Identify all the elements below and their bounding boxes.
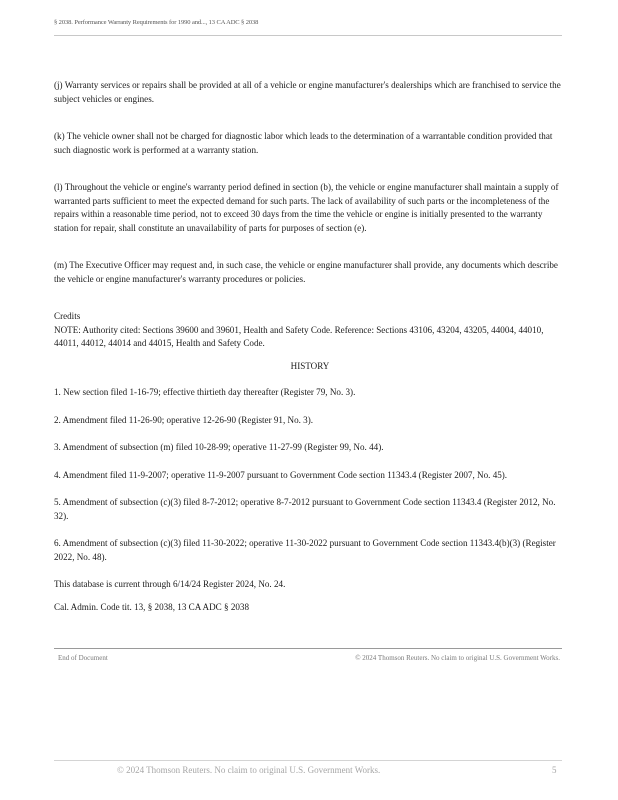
history-item: 6. Amendment of subsection (c)(3) filed 11-30-2022; operative 11-30-2022 pursuant to Government Code section 11343.4(b)(3) (Register 2022, No. 48). [54,538,556,562]
end-of-document-label: End of Document [58,654,108,662]
paragraph-m: (m) The Executive Officer may request and, in such case, the vehicle or engine manufacturer shall provide, any documents which describe the vehicle or engine manufacturer's warranty procedures or policies. [54,260,558,284]
page-number: 5 [552,765,557,775]
history-item: 4. Amendment filed 11-9-2007; operative 11-9-2007 pursuant to Government Code section 11343.4 (Register 2007, No. 45). [54,469,508,480]
header-divider [54,35,562,36]
end-of-document-copyright: © 2024 Thomson Reuters. No claim to original U.S. Government Works. [355,654,560,662]
footer-copyright: © 2024 Thomson Reuters. No claim to original U.S. Government Works. [117,765,381,775]
credits-label: Credits [54,311,81,321]
citation: Cal. Admin. Code tit. 13, § 2038, 13 CA ADC § 2038 [54,601,250,612]
footer-divider [54,760,562,761]
history-item: 1. New section filed 1-16-79; effective thirtieth day thereafter (Register 79, No. 3). [54,387,356,397]
credits-note: NOTE: Authority cited: Sections 39600 and 39601, Health and Safety Code. Reference: Sections 43106, 43204, 43205, 44004, 44010, 44011, 44012, 44014 and 44015, Health and Safety Code. [54,324,544,348]
running-head: § 2038. Performance Warranty Requirements for 1990 and..., 13 CA ADC § 2038 [54,19,259,26]
paragraph-l: (l) Throughout the vehicle or engine's warranty period defined in section (b), the vehicle or engine manufacturer shall maintain a supply of warranted parts sufficient to meet the expected demand for such parts. The lack of availability of such parts or the incompleteness of the repairs within a reasonable time period, not to exceed 30 days from the time the vehicle or engine is initially presented to the warranty station for repair, shall constitute an unavailability of parts for purposes of section (e). [54,182,559,233]
history-item: 2. Amendment filed 11-26-90; operative 12-26-90 (Register 91, No. 3). [54,414,314,425]
paragraph-k: (k) The vehicle owner shall not be charged for diagnostic labor which leads to the determination of a warrantable condition provided that such diagnostic work is performed at a warranty station. [54,131,553,155]
document-body [54,79,566,614]
history-item: 3. Amendment of subsection (m) filed 10-28-99; operative 11-27-99 (Register 99, No. 44). [54,442,384,452]
history-title: HISTORY [290,360,330,371]
history-item: 5. Amendment of subsection (c)(3) filed 8-7-2012; operative 8-7-2012 pursuant to Government Code section 11343.4 (Register 2012, No. 32). [54,497,556,521]
database-currency-note: This database is current through 6/14/24 Register 2024, No. 24. [54,579,286,589]
end-of-document-divider [54,648,562,649]
paragraph-j: (j) Warranty services or repairs shall be provided at all of a vehicle or engine manufacturer's dealerships which are franchised to service the subject vehicles or engines. [54,80,561,104]
